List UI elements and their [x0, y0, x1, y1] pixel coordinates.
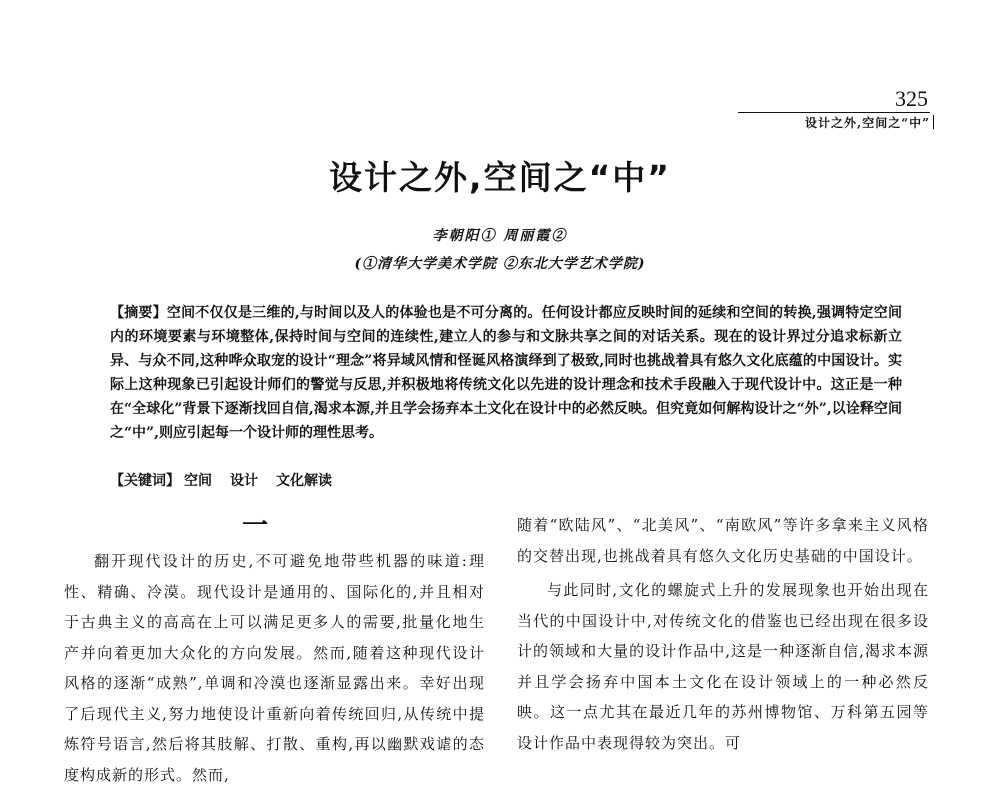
keyword: 设计 — [230, 473, 258, 489]
body-left-column: 翻开现代设计的历史,不可避免地带些机器的味道:理性、精确、冷漠。现代设计是通用的、国际化的,并且相对于古典主义的高高在上可以满足更多人的需要,批量化地生产并向着更加大众化的方向发展。然而,随着这种现代设计风格的逐渐“成熟”,单调和冷漠也逐渐显露出来。幸好出现了后现代主义,努力地使设计重新向着传统回归,从传统中提炼符号语言,然后将其肢解、打散、重构,再以幽默戏谑的态度构成新的形式。然而, — [64, 552, 485, 784]
page-number: 325 — [895, 86, 928, 111]
body-paragraph: 与此同时,文化的螺旋式上升的发展现象也开始出现在当代的中国设计中,对传统文化的借鉴也已经出现在很多设计的领域和大量的设计作品中,这是一种逐渐自信,渴求本源并且学会扬弃中国本土文化在设计领域上的一种必然反映。这一点尤其在最近几年的苏州博物馆、万科第五园等设计作品中表现得较为突出。可 — [517, 581, 929, 752]
abstract-text: 空间不仅仅是三维的,与时间以及人的体验也是不可分离的。任何设计都应反映时间的延续和空间的转换,强调特定空间内的环境要素与环境整体,保持时间与空间的连续性,建立人的参与和文脉共享之间的对话关系。现在的设计界过分追求标新立异、与众不同,这种哗众取宠的设计“理念”将异域风情和怪诞风格演绎到了极致,同时也挑战着具有悠久文化底蕴的中国设计。实际上这种现象已引起设计师们的警觉与反思,并积极地将传统文化以先进的设计理念和技术手段融入于现代设计中。这正是一种在“全球化”背景下逐渐找回自信,渴求本源,并且学会扬弃本土文化在设计中的必然反映。但究竟如何解构设计之“外”,以诠释空间之“中”,则应引起每一个设计师的理性思考。 — [110, 305, 902, 441]
abstract — [110, 301, 902, 445]
article-title: 设计之外,空间之“中” — [329, 158, 671, 197]
section-number: 一 — [241, 511, 268, 541]
body-right-column — [517, 510, 929, 758]
authors: 李朝阳① 周丽霞② — [432, 228, 568, 244]
keyword: 空间 — [184, 473, 212, 489]
affiliations: (①清华大学美术学院 ②东北大学艺术学院) — [354, 256, 646, 272]
keywords-label: 【关键词】 — [110, 473, 180, 489]
running-head: 设计之外,空间之“中” — [738, 112, 930, 131]
body-paragraph: 随着“欧陆风”、“北美风”、“南欧风”等许多拿来主义风格的交替出现,也挑战着具有悠久文化历史基础的中国设计。 — [517, 516, 929, 565]
keywords — [110, 469, 902, 493]
abstract-label: 【摘要】 — [110, 305, 167, 321]
keyword: 文化解读 — [276, 473, 332, 489]
